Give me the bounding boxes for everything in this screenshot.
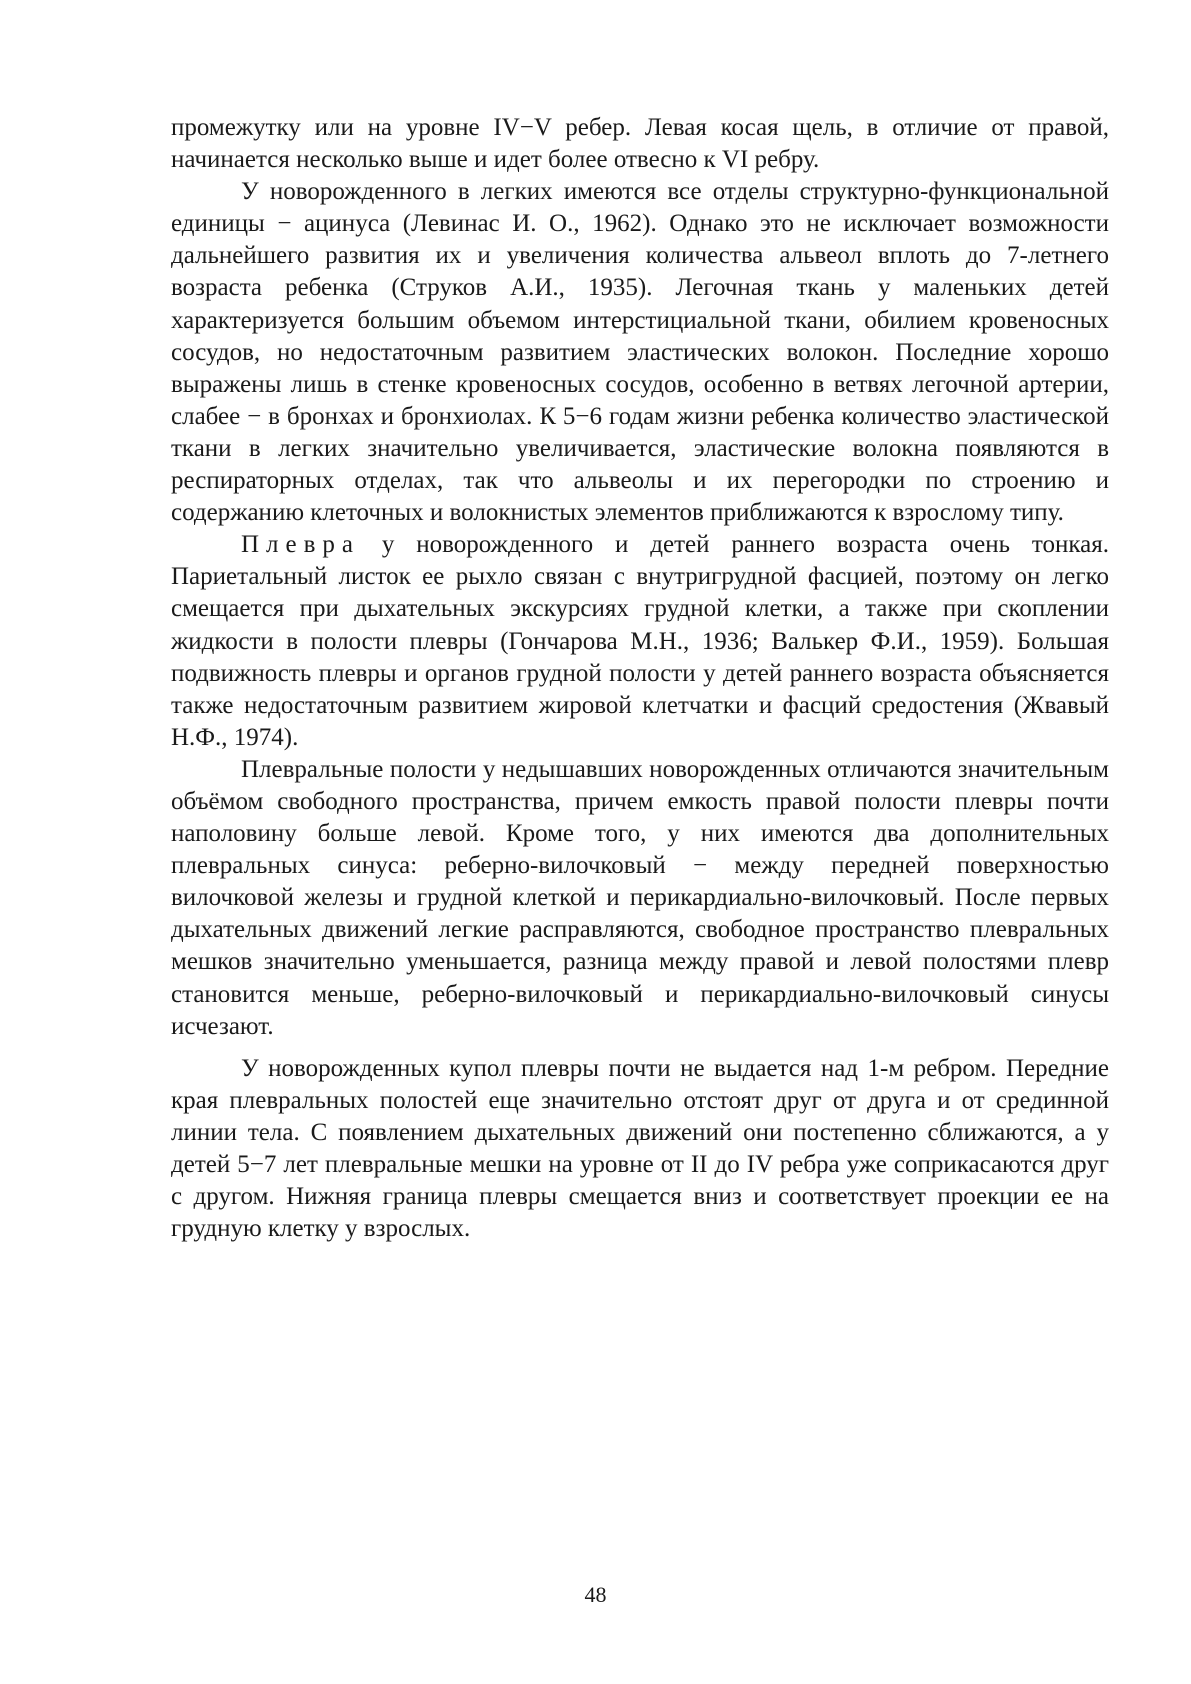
paragraph-continuation: [171, 112, 1109, 176]
paragraph-pleura: [171, 529, 1109, 754]
paragraph-lung-structure: [171, 176, 1109, 529]
body-text: [171, 112, 1109, 1245]
paragraph-pleural-dome: [171, 1053, 1109, 1246]
paragraph-text: у новорожденного и детей раннего возраста очень тонкая. Париетальный листок ее рыхло связан с внутригрудной фасцией, поэтому он легко смещается при дыхательных экскурсиях грудной клетки, а также при скоплении жидкости в полости плевры (Гончарова М.Н., 1936; Валькер Ф.И., 1959). Большая подвижность плевры и органов грудной полости у детей раннего возраста объясняется также недостаточным развитием жировой клетчатки и фасций средостения (Жвавый Н.Ф., 1974).: [171, 531, 1109, 751]
paragraph-text: промежутку или на уровне IV−V ребер. Левая косая щель, в отличие от правой, начинается несколько выше и идет более отвесно к VI ребру.: [171, 114, 1109, 174]
paragraph-text: У новорожденного в легких имеются все отделы структурно-функциональной единицы − ацинуса (Левинас И. О., 1962). Однако это не исключает возможности дальнейшего развития их и увеличения количества альвеол вплоть до 7-летнего возраста ребенка (Струков А.И., 1935). Легочная ткань у маленьких детей характеризуется большим объемом интерстициальной ткани, обилием кровеносных сосудов, но недостаточным развитием эластических волокон. Последние хорошо выражены лишь в стенке кровеносных сосудов, особенно в ветвях легочной артерии, слабее − в бронхах и бронхиолах. К 5−6 годам жизни ребенка количество эластической ткани в легких значительно увеличивается, эластические волокна появляются в респираторных отделах, так что альвеолы и их перегородки по строению и содержанию клеточных и волокнистых элементов приближаются к взрослому типу.: [171, 178, 1109, 527]
paragraph-pleural-cavities: [171, 754, 1109, 1043]
paragraph-text: У новорожденных купол плевры почти не выдается над 1-м ребром. Передние края плевральных полостей еще значительно отстоят друг от друга и от срединной линии тела. С появлением дыхательных движений они постепенно сближаются, а у детей 5−7 лет плевральные мешки на уровне от II до IV ребра уже соприкасаются друг с другом. Нижняя граница плевры смещается вниз и соответствует проекции ее на грудную клетку у взрослых.: [171, 1054, 1109, 1243]
page-number: 48: [584, 1582, 607, 1607]
paragraph-text: Плевральные полости у недышавших новорожденных отличаются значительным объёмом свободного пространства, причем емкость правой полости плевры почти наполовину больше левой. Кроме того, у них имеются два дополнительных плевральных синуса: реберно-вилочковый − между передней поверхностью вилочковой железы и грудной клеткой и перикардиально-вилочковый. После первых дыхательных движений легкие расправляются, свободное пространство плевральных мешков значительно уменьшается, разница между правой и левой полостями плевр становится меньше, реберно-вилочковый и перикардиально-вилочковый синусы исчезают.: [171, 755, 1109, 1040]
term-pleura: Плевра: [241, 531, 361, 559]
